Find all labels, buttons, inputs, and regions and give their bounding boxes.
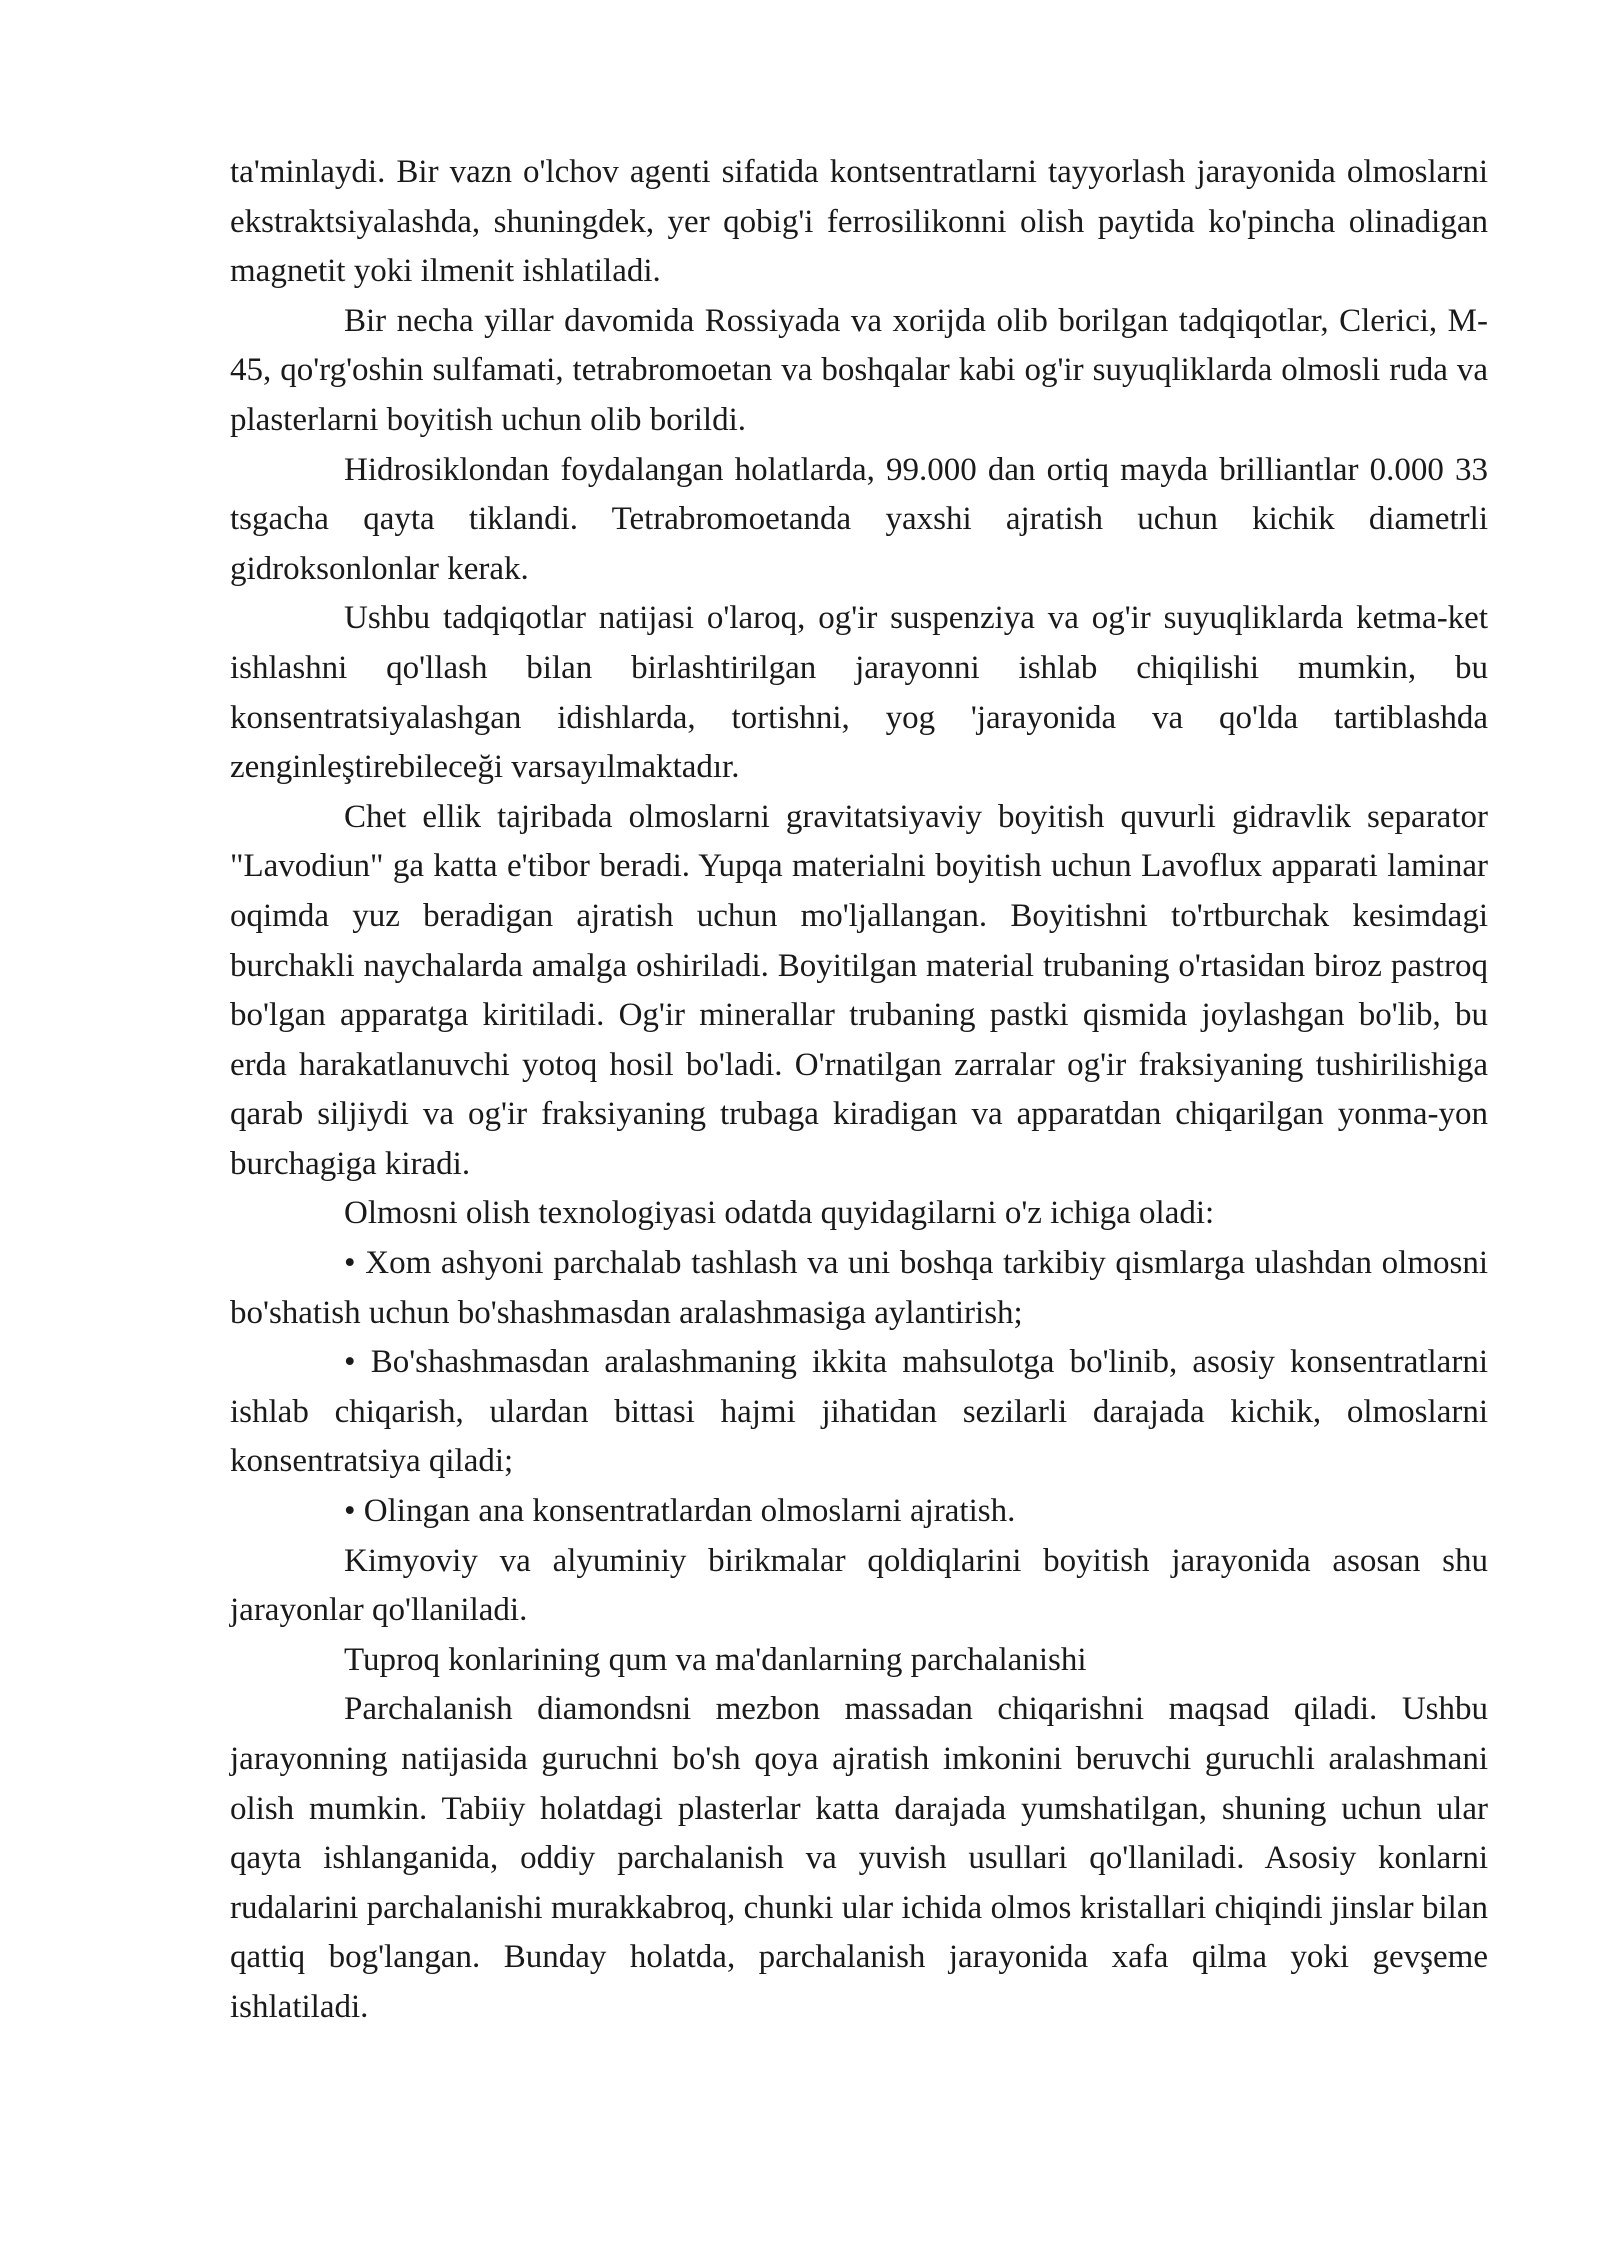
- list-item-concentrate: • Bo'shashmasdan aralashmaning ikkita mahsulotga bo'linib, asosiy konsentratlarni ishlab chiqarish, ulardan bittasi hajmi jihatidan sezilarli darajada kichik, olmoslarni konsentratsiya qiladi;: [230, 1344, 1488, 1480]
- paragraph-lavodiun-separator: Chet ellik tajribada olmoslarni gravitatsiyaviy boyitish quvurli gidravlik separator "Lavodiun" ga katta e'tibor beradi. Yupqa materialni boyitish uchun Lavoflux apparati laminar oqimda yuz beradigan ajratish uchun mo'ljallangan. Boyitishni to'rtburchak kesimdagi burchakli naychalarda amalga oshiriladi. Boyitilgan material trubaning o'rtasidan biroz pastroq bo'lgan apparatga kiritiladi. Og'ir minerallar trubaning pastki qismida joylashgan bo'lib, bu erda harakatlanuvchi yotoq hosil bo'ladi. O'rnatilgan zarralar og'ir fraksiyaning tushirilishiga qarab siljiydi va og'ir fraksiyaning trubaga kiradigan va apparatdan chiqarilgan yonma-yon burchagiga kiradi.: [230, 798, 1488, 1182]
- paragraph-research-heavy-liquids: Bir necha yillar davomida Rossiyada va xorijda olib borilgan tadqiqotlar, Clerici, M-45, qo'rg'oshin sulfamati, tetrabromoetan va boshqalar kabi og'ir suyuqliklarda olmosli ruda va plasterlarni boyitish uchun olib borildi.: [230, 302, 1488, 438]
- paragraph-extraction-technology: Olmosni olish texnologiyasi odatda quyidagilarni o'z ichiga oladi:: [344, 1195, 1215, 1232]
- paragraph-hydrocyclone: Hidrosiklondan foydalangan holatlarda, 99.000 dan ortiq mayda brilliantlar 0.000 33 tsgacha qayta tiklandi. Tetrabromoetanda yaxshi ajratish uchun kichik diametrli gidroksonlonlar kerak.: [230, 451, 1488, 587]
- paragraph-chemical-compounds: Kimyoviy va alyuminiy birikmalar qoldiqlarini boyitish jarayonida asosan shu jarayonlar qo'llaniladi.: [230, 1542, 1488, 1629]
- list-item-separation: • Olingan ana konsentratlardan olmoslarni ajratish.: [344, 1493, 1016, 1530]
- list-item-crushing: • Xom ashyoni parchalab tashlash va uni boshqa tarkibiy qismlarga ulashdan olmosni bo'shatish uchun bo'shashmasdan aralashmasiga aylantirish;: [230, 1245, 1488, 1331]
- paragraph-decomposition: Parchalanish diamondsni mezbon massadan chiqarishni maqsad qiladi. Ushbu jarayonning natijasida guruchni bo'sh qoya ajratish imkonini beruvchi guruchli aralashmani olish mumkin. Tabiiy holatdagi plasterlar katta darajada yumshatilgan, shuning uchun ular qayta ishlanganida, oddiy parchalanish va yuvish usullari qo'llaniladi. Asosiy konlarni rudalarini parchalanishi murakkabroq, chunki ular ichida olmos kristallari chiqindi jinslar bilan qattiq bog'langan. Bunday holatda, parchalanish jarayonida xafa qilma yoki gevşeme ishlatiladi.: [230, 1691, 1488, 2025]
- section-heading-decomposition: Tuproq konlarining qum va ma'danlarning parchalanishi: [344, 1641, 1087, 1678]
- document-body: [230, 148, 1488, 2033]
- paragraph-research-results: Ushbu tadqiqotlar natijasi o'laroq, og'ir suspenziya va og'ir suyuqliklarda ketma-ket ishlashni qo'llash bilan birlashtirilgan jarayonni ishlab chiqilishi mumkin, bu konsentratsiyalashgan idishlarda, tortishni, yog 'jarayonida va qo'lda tartiblashda zenginleştirebileceği varsayılmaktadır.: [230, 600, 1488, 786]
- paragraph-continuation: ta'minlaydi. Bir vazn o'lchov agenti sifatida kontsentratlarni tayyorlash jarayonida olmoslarni ekstraktsiyalashda, shuningdek, yer qobig'i ferrosilikonni olish paytida ko'pincha olinadigan magnetit yoki ilmenit ishlatiladi.: [230, 154, 1488, 290]
